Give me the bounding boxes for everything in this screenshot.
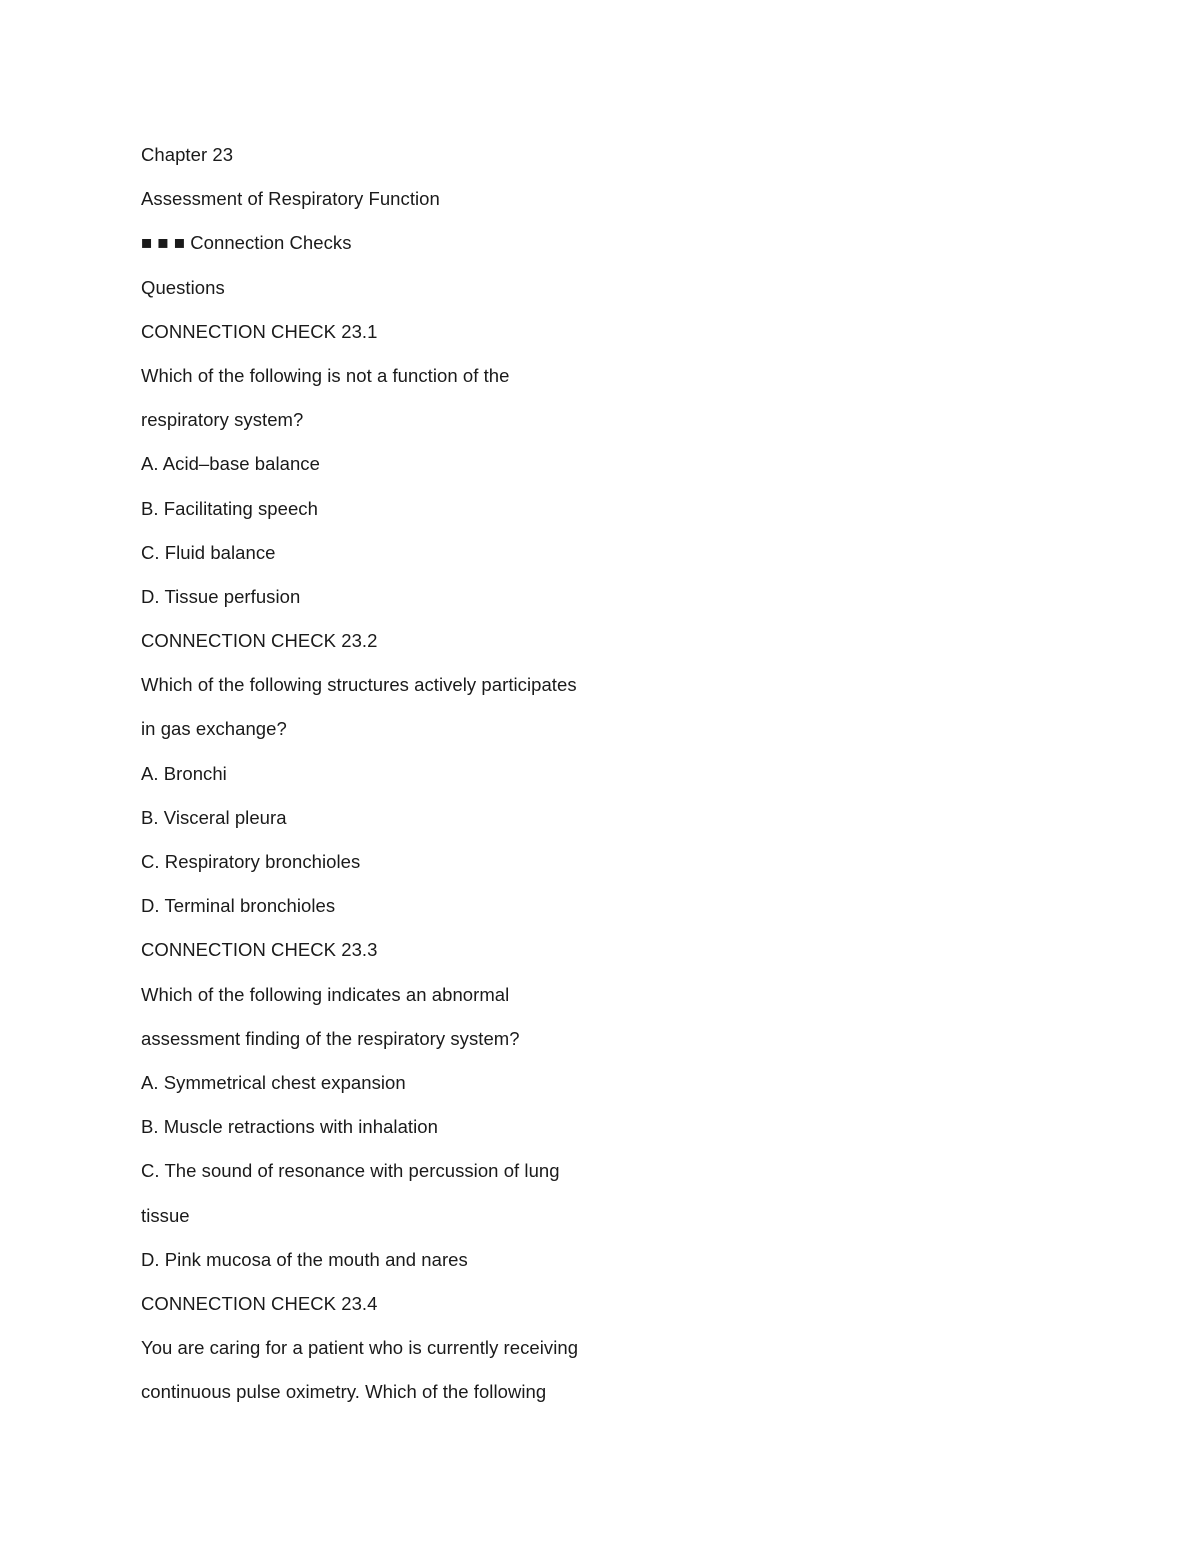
question-text: Which of the following structures actively participates xyxy=(141,674,577,696)
answer-option: B. Visceral pleura xyxy=(141,806,287,828)
answer-option: D. Terminal bronchioles xyxy=(141,895,336,917)
answer-option: D. Pink mucosa of the mouth and nares xyxy=(141,1248,468,1270)
chapter-heading: Chapter 23 xyxy=(141,144,234,165)
answer-option: D. Tissue perfusion xyxy=(141,585,301,607)
question-text: respiratory system? xyxy=(141,409,304,431)
question-text: Which of the following indicates an abnormal xyxy=(141,983,510,1005)
question-text: Which of the following is not a function of the xyxy=(141,364,510,386)
answer-option: B. Muscle retractions with inhalation xyxy=(141,1116,438,1138)
question-text: in gas exchange? xyxy=(141,718,287,740)
question-text: You are caring for a patient who is currently receiving xyxy=(141,1337,579,1359)
section-heading: ■ ■ ■ Connection Checks xyxy=(141,232,352,254)
answer-option: A. Symmetrical chest expansion xyxy=(141,1071,406,1093)
check-heading: CONNECTION CHECK 23.2 xyxy=(141,630,378,652)
answer-option: C. Respiratory bronchioles xyxy=(141,851,361,872)
check-heading: CONNECTION CHECK 23.4 xyxy=(141,1292,378,1314)
question-text: continuous pulse oximetry. Which of the following xyxy=(141,1381,547,1403)
document-body xyxy=(141,142,578,1423)
answer-option: A. Bronchi xyxy=(141,762,227,784)
answer-option: A. Acid–base balance xyxy=(141,453,320,475)
chapter-title: Assessment of Respiratory Function xyxy=(141,188,440,210)
answer-option: B. Facilitating speech xyxy=(141,497,318,519)
check-heading: CONNECTION CHECK 23.3 xyxy=(141,939,378,961)
check-heading: CONNECTION CHECK 23.1 xyxy=(141,320,378,342)
subsection-heading: Questions xyxy=(141,276,225,298)
answer-option: C. The sound of resonance with percussion of lung xyxy=(141,1160,560,1182)
answer-option: tissue xyxy=(141,1204,190,1226)
answer-option: C. Fluid balance xyxy=(141,541,276,563)
question-text: assessment finding of the respiratory system? xyxy=(141,1027,520,1049)
